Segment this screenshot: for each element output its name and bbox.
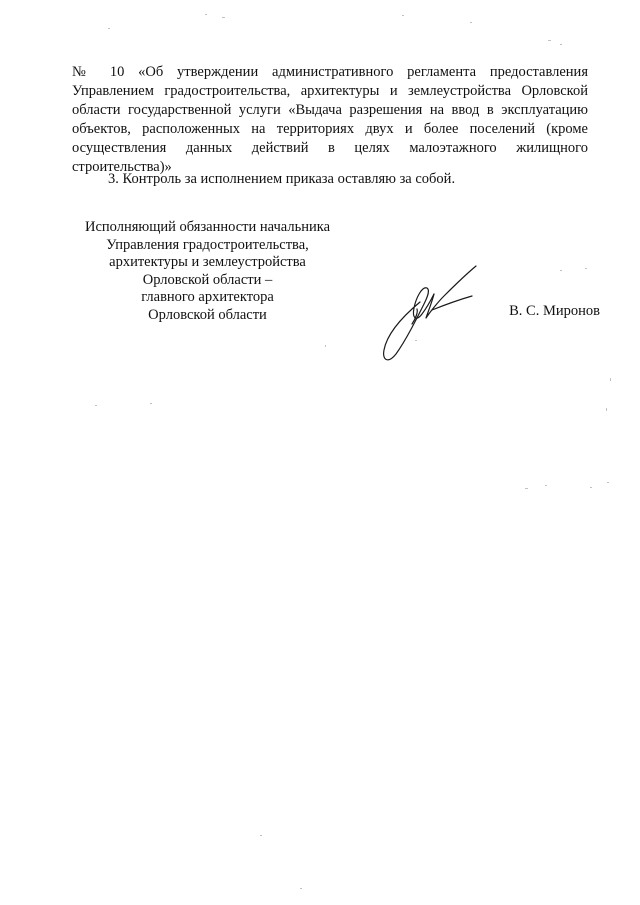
signatory-line: Орловской области [148, 306, 267, 323]
signatory-line: главного архитектора [141, 289, 274, 305]
signatory-name: В. С. Миронов [509, 303, 600, 319]
signatory-line: Орловской области – [142, 271, 273, 288]
continuation-paragraph: № 10 «Об утверждении административного регламента предоставления Управлением градостроительства, архитектуры и землеустройства Орловской области государственной услуги «Выдача разрешения на ввод в эксплуатацию объектов, расположенных на территориях двух и более поселений (кроме осуществления данных действий в целях малоэтажного жилищного строительства)» [72, 64, 588, 175]
handwritten-signature [372, 262, 492, 372]
item-3-paragraph: 3. Контроль за исполнением приказа оставляю за собой. [108, 171, 456, 187]
signatory-line: Управления градостроительства, [106, 236, 309, 253]
signatory-position [75, 219, 340, 324]
signatory-line: архитектуры и землеустройства [109, 254, 306, 270]
signatory-line: Исполняющий обязанности начальника [84, 219, 331, 235]
